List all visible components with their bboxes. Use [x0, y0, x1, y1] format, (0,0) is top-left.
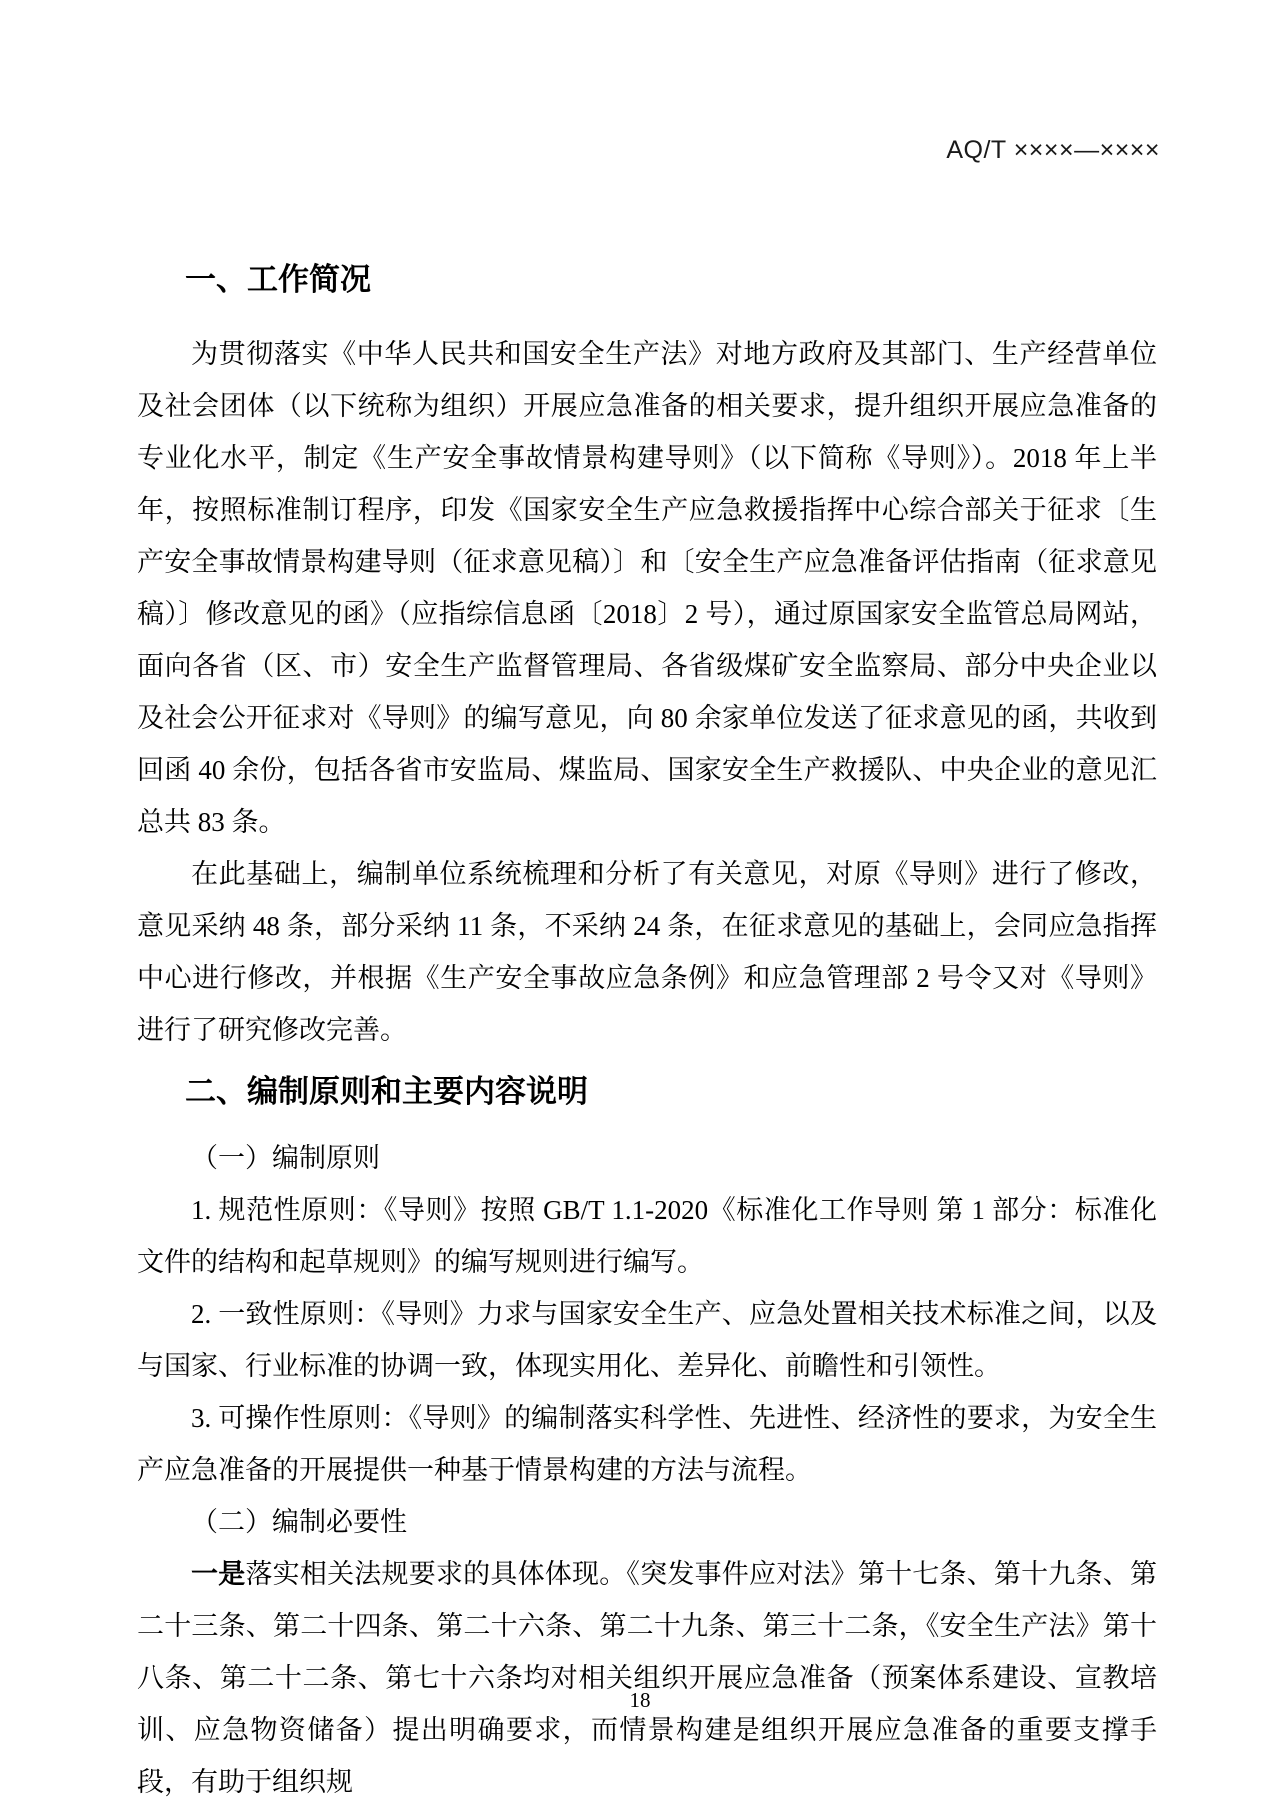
page-number: 18: [629, 1688, 651, 1712]
principle-item: 1. 规范性原则：《导则》按照 GB/T 1.1-2020《标准化工作导则 第 1 部分：标准化文件的结构和起草规则》的编写规则进行编写。: [137, 1195, 1157, 1277]
sub-heading-principles: （一）编制原则: [191, 1143, 380, 1173]
paragraph: 为贯彻落实《中华人民共和国安全生产法》对地方政府及其部门、生产经营单位及社会团体（以下统称为组织）开展应急准备的相关要求，提升组织开展应急准备的专业化水平，制定《生产安全事故情景构建导则》（以下简称《导则》）。2018 年上半年，按照标准制订程序，印发《国家安全生产应急救援指挥中心综合部关于征求〔生产安全事故情景构建导则（征求意见稿）〕和〔安全生产应急准备评估指南（征求意见稿）〕修改意见的函》（应指综信息函〔2018〕2 号），通过原国家安全监管总局网站，面向各省（区、市）安全生产监督管理局、各省级煤矿安全监察局、部分中央企业以及社会公开征求对《导则》的编写意见，向 80 余家单位发送了征求意见的函，共收到回函 40 余份，包括各省市安监局、煤监局、国家安全生产救援队、中央企业的意见汇总共 83 条。: [137, 339, 1157, 837]
principle-item: 2. 一致性原则：《导则》力求与国家安全生产、应急处置相关技术标准之间，以及与国家、行业标准的协调一致，体现实用化、差异化、前瞻性和引领性。: [137, 1299, 1157, 1381]
principle-item: 3. 可操作性原则：《导则》的编制落实科学性、先进性、经济性的要求，为安全生产应急准备的开展提供一种基于情景构建的方法与流程。: [137, 1403, 1157, 1485]
paragraph-lead: 一是: [191, 1559, 246, 1589]
section-heading-work-overview: 一、工作简况: [185, 262, 371, 297]
document-content: [137, 0, 1157, 1808]
paragraph-rest: 落实相关法规要求的具体体现。《突发事件应对法》第十七条、第十九条、第二十三条、第二十四条、第二十六条、第二十九条、第三十二条，《安全生产法》第十八条、第二十二条、第七十六条均对相关组织开展应急准备（预案体系建设、宣教培训、应急物资储备）提出明确要求，而情景构建是组织开展应急准备的重要支撑手段，有助于组织规: [137, 1559, 1158, 1797]
paragraph: 在此基础上，编制单位系统梳理和分析了有关意见，对原《导则》进行了修改，意见采纳 48 条，部分采纳 11 条，不采纳 24 条，在征求意见的基础上，会同应急指挥中心进行修改，并根据《生产安全事故应急条例》和应急管理部 2 号令又对《导则》进行了研究修改完善。: [137, 859, 1157, 1045]
standard-code: AQ/T ××××—××××: [946, 136, 1160, 164]
section-heading-principles: 二、编制原则和主要内容说明: [185, 1074, 588, 1109]
paragraph-necessity: [137, 1548, 1157, 1808]
sub-heading-necessity: （二）编制必要性: [191, 1507, 407, 1537]
